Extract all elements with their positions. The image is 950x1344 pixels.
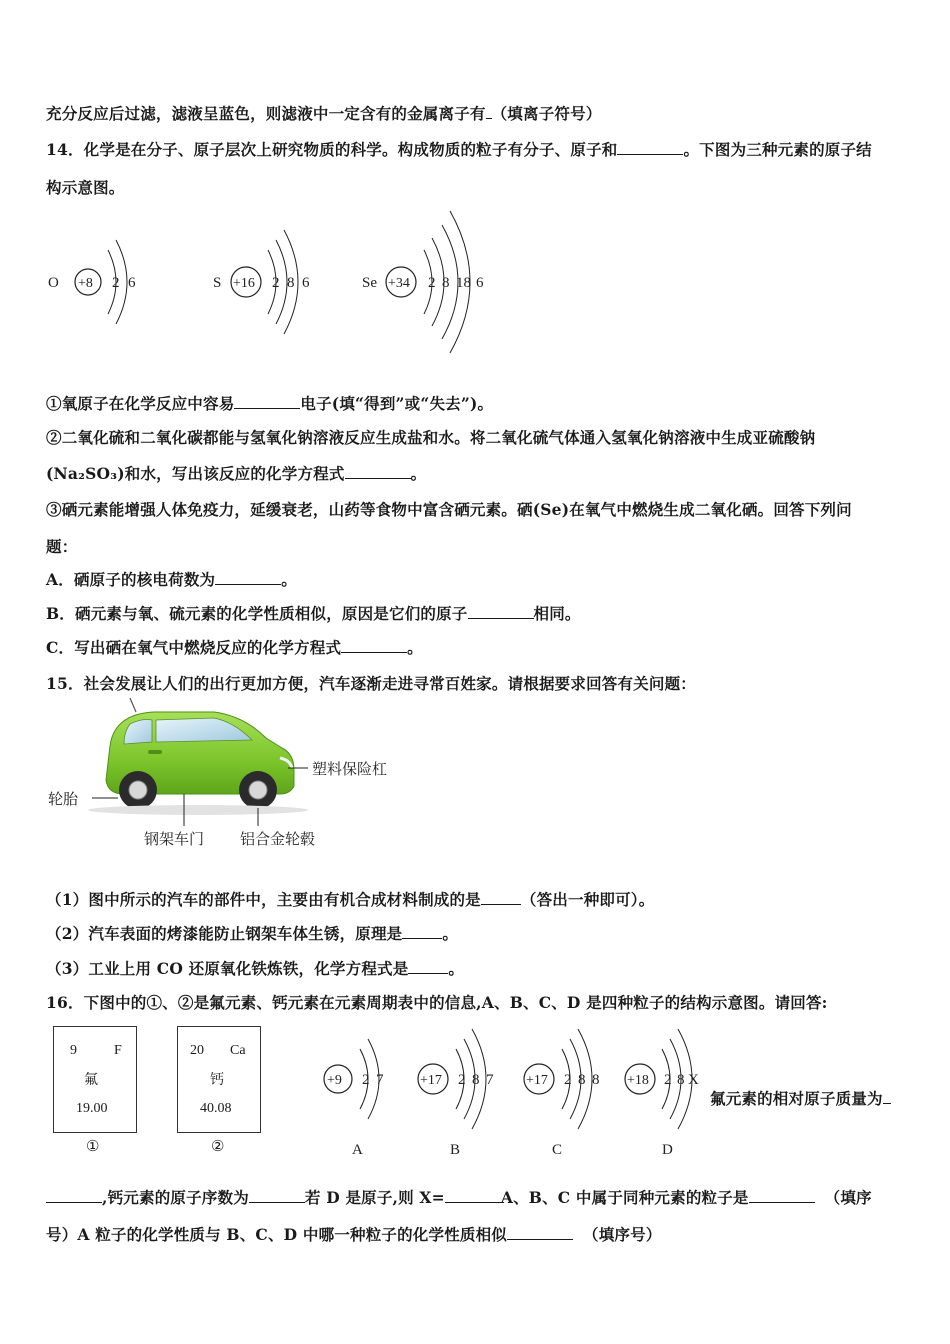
question-14-item-a: A．硒原子的核电荷数为 。 bbox=[46, 570, 297, 589]
label-tire: 轮胎 bbox=[48, 790, 79, 808]
question-14-item-c: C．写出硒在氧气中燃烧反应的化学方程式 。 bbox=[46, 638, 423, 657]
rear-wheel bbox=[119, 771, 157, 809]
question-14-part-3-cont: 题： bbox=[46, 537, 78, 556]
label-door: 钢架车门 bbox=[144, 830, 205, 848]
element-symbol: Ca bbox=[230, 1043, 246, 1058]
text-line-1: 充分反应后过滤，滤液呈蓝色，则滤液中一定含有的金属离子有 （填离子符号） bbox=[46, 104, 602, 123]
element-name: 钙 bbox=[210, 1072, 224, 1088]
shell-electrons: 7 bbox=[486, 1072, 494, 1088]
atomic-number: 9 bbox=[70, 1043, 77, 1058]
shell-electrons: 2 bbox=[428, 275, 436, 291]
particle-label: C bbox=[552, 1142, 563, 1158]
label-bumper: 塑料保险杠 bbox=[312, 760, 388, 778]
nucleus-charge: +17 bbox=[420, 1073, 442, 1088]
car-antenna bbox=[130, 698, 136, 712]
particle-c bbox=[524, 1029, 600, 1158]
nucleus-charge: +8 bbox=[78, 276, 93, 291]
nucleus-charge: +9 bbox=[327, 1073, 342, 1088]
shell-electrons: 6 bbox=[128, 275, 136, 291]
shell-electrons: 18 bbox=[456, 275, 471, 291]
nucleus-charge: +34 bbox=[388, 276, 410, 291]
question-16-stem: 16．下图中的①、②是氟元素、钙元素在元素周期表中的信息,A、B、C、D 是四种粒子的结构示意图。请回答: bbox=[46, 993, 828, 1012]
question-15-part-2: （2）汽车表面的烤漆能防止钢架车体生锈，原理是 。 bbox=[46, 924, 459, 943]
door-handle bbox=[148, 750, 162, 754]
question-14-part-2: ②二氧化硫和二氧化碳都能与氢氧化钠溶液反应生成盐和水。将二氧化硫气体通入氢氧化钠溶液中生成亚硫酸钠 bbox=[46, 428, 816, 447]
answer-blank[interactable] bbox=[345, 463, 411, 480]
particle-label: D bbox=[662, 1142, 673, 1158]
question-14-stem: 14．化学是在分子、原子层次上研究物质的科学。构成物质的粒子有分子、原子和 。下图为三种元素的原子结 bbox=[46, 140, 872, 159]
answer-blank[interactable] bbox=[341, 637, 407, 654]
label-rim: 铝合金轮毂 bbox=[240, 830, 316, 848]
car-shadow bbox=[88, 805, 308, 815]
answer-blank[interactable] bbox=[749, 1187, 815, 1204]
shell-electrons: 2 bbox=[272, 275, 280, 291]
answer-blank[interactable] bbox=[234, 393, 300, 410]
particle-a bbox=[324, 1039, 384, 1158]
periodic-cell-calcium bbox=[177, 1026, 261, 1133]
particle-structure-diagrams bbox=[312, 1022, 712, 1162]
shell-electrons: 8 bbox=[677, 1072, 685, 1088]
periodic-cell-fluorine bbox=[53, 1026, 137, 1133]
question-15-part-1: （1）图中所示的汽车的部件中，主要由有机合成材料制成的是 （答出一种即可）。 bbox=[46, 890, 655, 909]
answer-blank[interactable] bbox=[445, 1187, 501, 1204]
particle-d bbox=[625, 1029, 699, 1158]
atomic-mass: 40.08 bbox=[200, 1101, 232, 1116]
nucleus-charge: +18 bbox=[627, 1073, 649, 1088]
shell-electrons: X bbox=[688, 1072, 699, 1088]
answer-blank[interactable] bbox=[481, 889, 521, 906]
particle-label: A bbox=[352, 1142, 363, 1158]
atomic-mass: 19.00 bbox=[76, 1101, 108, 1116]
question-14-part-1: ①氧原子在化学反应中容易 电子(填“得到”或“失去”)。 bbox=[46, 394, 494, 413]
atom-symbol: O bbox=[48, 275, 59, 291]
shell-electrons: 2 bbox=[362, 1072, 370, 1088]
question-14-part-2-cont: (Na₂SO₃)和水，写出该反应的化学方程式 。 bbox=[46, 464, 427, 483]
question-15-stem: 15．社会发展让人们的出行更加方便，汽车逐渐走进寻常百姓家。请根据要求回答有关问题： bbox=[46, 674, 696, 693]
particle-label: B bbox=[450, 1142, 461, 1158]
question-16-side-text: 氟元素的相对原子质量为 bbox=[710, 1087, 891, 1109]
element-name: 氟 bbox=[84, 1072, 98, 1088]
cell-label: ① bbox=[86, 1139, 100, 1155]
atom-structure-diagrams bbox=[40, 205, 520, 365]
atom-symbol: Se bbox=[362, 275, 377, 291]
atomic-number: 20 bbox=[190, 1043, 204, 1058]
answer-blank[interactable] bbox=[402, 923, 442, 940]
shell-electrons: 8 bbox=[592, 1072, 600, 1088]
answer-blank[interactable] bbox=[507, 1224, 573, 1241]
nucleus-charge: +17 bbox=[526, 1073, 548, 1088]
question-16-answers-line-2: 号）A 粒子的化学性质与 B、C、D 中哪一种粒子的化学性质相似 （填序号） bbox=[46, 1225, 662, 1244]
shell-electrons: 8 bbox=[287, 275, 295, 291]
question-14-item-b: B．硒元素与氧、硫元素的化学性质相似，原因是它们的原子 相同。 bbox=[46, 604, 581, 623]
question-14-part-3: ③硒元素能增强人体免疫力，延缓衰老，山药等食物中富含硒元素。硒(Se)在氧气中燃烧生成二氧化硒。回答下列问 bbox=[46, 500, 852, 519]
answer-blank[interactable] bbox=[215, 569, 281, 586]
element-symbol: F bbox=[114, 1043, 122, 1058]
question-16-answers-line-1: ,钙元素的原子序数为 若 D 是原子,则 X= A、B、C 中属于同种元素的粒子是 （填序 bbox=[46, 1186, 872, 1208]
shell-electrons: 6 bbox=[476, 275, 484, 291]
shell-electrons: 2 bbox=[664, 1072, 672, 1088]
shell-electrons: 2 bbox=[458, 1072, 466, 1088]
question-14-stem-cont: 构示意图。 bbox=[46, 178, 125, 197]
question-15-part-3: （3）工业上用 CO 还原氧化铁炼铁，化学方程式是 。 bbox=[46, 959, 465, 978]
shell-electrons: 2 bbox=[564, 1072, 572, 1088]
answer-blank[interactable] bbox=[46, 1187, 102, 1204]
front-wheel bbox=[239, 771, 277, 809]
atom-symbol: S bbox=[213, 275, 222, 291]
cell-label: ② bbox=[211, 1139, 225, 1155]
shell-electrons: 2 bbox=[112, 275, 120, 291]
shell-electrons: 8 bbox=[578, 1072, 586, 1088]
shell-electrons: 8 bbox=[442, 275, 450, 291]
shell-electrons: 8 bbox=[472, 1072, 480, 1088]
particle-b bbox=[418, 1029, 494, 1158]
answer-blank[interactable] bbox=[408, 958, 448, 975]
nucleus-charge: +16 bbox=[233, 276, 255, 291]
answer-blank[interactable] bbox=[249, 1187, 305, 1204]
shell-electrons: 7 bbox=[376, 1072, 384, 1088]
shell-electrons: 6 bbox=[302, 275, 310, 291]
car-illustration bbox=[44, 698, 424, 858]
answer-blank[interactable] bbox=[883, 1088, 891, 1105]
answer-blank[interactable] bbox=[617, 139, 683, 156]
answer-blank[interactable] bbox=[468, 603, 534, 620]
